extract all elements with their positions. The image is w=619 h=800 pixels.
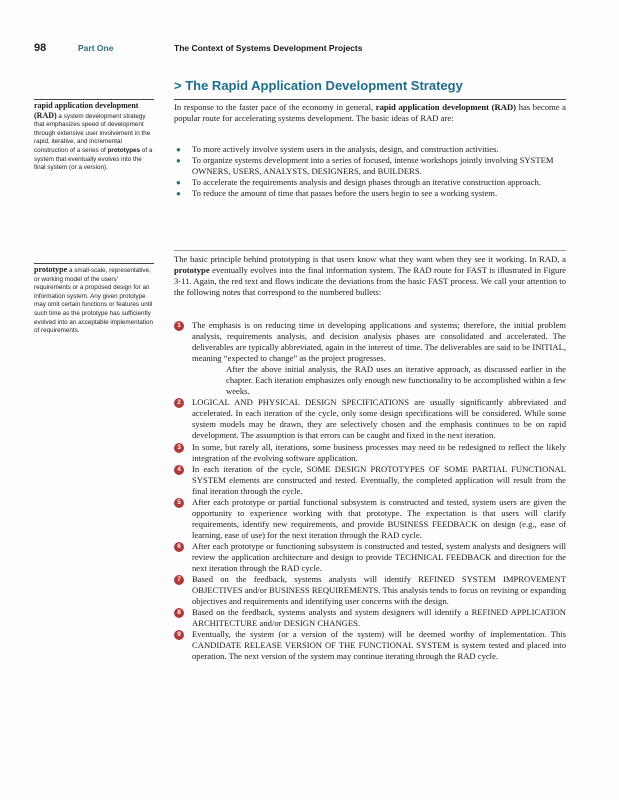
list-item-text: Based on the feedback, systems analysts and system designers will identify a REFINED APPLICATION ARCHITECTURE and/or DESIGN CHANGES. — [192, 607, 566, 629]
number-badge: 9 — [174, 630, 184, 640]
list-item — [174, 629, 566, 662]
number-badge: 1 — [174, 321, 184, 331]
list-item-text: In each iteration of the cycle, SOME DESIGN PROTOTYPES OF SOME PARTIAL FUNCTIONAL SYSTEM elements are constructed and tested. Eventually, the completed application will result from the final iteration through the cycle. — [192, 463, 566, 496]
list-item-text: Eventually, the system (or a version of the system) will be deemed worthy of implementation. This CANDIDATE RELEASE VERSION OF THE FUNCTIONAL SYSTEM is system tested and placed into operation. The next version of the system may continue iterating through the RAD cycle. — [192, 629, 566, 662]
list-item-text: The emphasis is on reducing time in developing applications and systems; therefore, the initial problem analysis, requirements analysis, and decision analysis phases are consolidated and accelerated. The deliverables are typically abbreviated, again in the interest of time. The deliverables are said to be INITIAL, meaning “expected to change” as the project progresses. — [192, 320, 566, 364]
list-item-text: To accelerate the requirements analysis and design phases through an iterative construction approach. — [192, 177, 541, 188]
number-badge: 5 — [174, 498, 184, 508]
bullet-icon: ● — [176, 189, 181, 199]
list-item — [174, 574, 566, 607]
list-item — [174, 607, 566, 629]
para-text-end: eventually evolves into the final information system. The RAD route for FAST is illustrated in Figure 3-11. Again, the red text and flows indicate the deviations from the basic FAST process. We call your attention to the following notes that correspond to the numbered bullets: — [174, 265, 566, 298]
bullet-icon: ● — [176, 178, 181, 188]
glossary-definition-end: of a system that eventually evolves into the final system (or a version). — [34, 146, 153, 172]
numbered-notes — [174, 320, 566, 662]
list-item-text: LOGICAL AND PHYSICAL DESIGN SPECIFICATIONS are usually significantly abbreviated and accelerated. In each iteration of the cycle, only some design specifications will be considered. While some system models may be drawn, they are selectively chosen and the emphasis continues to be on rapid development. The assumption is that errors can be caught and fixed in the next iteration. — [192, 397, 566, 441]
list-item-text: To reduce the amount of time that passes before the users begin to see a working system. — [192, 188, 498, 199]
para-text: The basic principle behind prototyping is that users know what they want when they see it working. In RAD, a — [174, 254, 566, 264]
glossary-definition: a small-scale, representative, or working model of the users' requirements or a proposed design for an information system. Any given prototype may omit certain functions or features until such time as the prototype has sufficiently evolved into an acceptable implementation of requirements. — [34, 267, 154, 335]
bullet-icon: ● — [176, 145, 181, 154]
rad-ideas-list — [174, 144, 566, 199]
list-item-text: To more actively involve system users in the analysis, design, and construction activities. — [192, 144, 499, 154]
number-badge: 7 — [174, 575, 184, 585]
intro-text-end: has become a popular route for accelerating systems development. The basic ideas of RAD are: — [174, 102, 566, 124]
running-header — [34, 42, 594, 56]
list-item — [174, 144, 566, 155]
part-label: Part One — [78, 43, 114, 53]
main-rule — [174, 99, 566, 100]
list-item-text: To organize systems development into a series of focused, intense workshops jointly involving SYSTEM OWNERS, USERS, ANALYSTS, DESIGNERS, and BUILDERS. — [192, 155, 554, 177]
number-badge: 8 — [174, 608, 184, 618]
list-item — [174, 497, 566, 541]
number-badge: 6 — [174, 542, 184, 552]
sidebar-rule-1 — [34, 99, 154, 100]
number-badge: 2 — [174, 398, 184, 408]
list-item — [174, 464, 566, 497]
para-term: prototype — [174, 265, 210, 276]
glossary-keyword: prototypes — [107, 146, 141, 154]
glossary-rad — [34, 102, 154, 173]
glossary-term: prototype — [34, 265, 68, 274]
list-item — [174, 541, 566, 574]
page-number: 98 — [34, 42, 47, 54]
number-badge: 4 — [174, 465, 184, 475]
list-item — [174, 188, 566, 199]
list-item-text: Based on the feedback, systems analysts will identify REFINED SYSTEM IMPROVEMENT OBJECTIVES and/or BUSINESS REQUIREMENTS. This analysis tends to focus on revising or expanding objectives and requirements and identifying user concerns with the design. — [192, 574, 566, 607]
glossary-definition: a system development strategy that emphasizes speed of development through extensive user involvement in the rapid, iterative, and incremental construction of a series of — [34, 112, 151, 154]
main-rule-2 — [174, 250, 566, 251]
list-item — [174, 177, 566, 188]
intro-paragraph — [174, 102, 566, 124]
intro-term: rapid application development (RAD) — [375, 102, 517, 112]
sidebar-rule-2 — [34, 263, 154, 264]
section-title: > The Rapid Application Development Strategy — [174, 78, 463, 93]
list-item-extra: After the above initial analysis, the RAD uses an iterative approach, as discussed earlier in the chapter. Each iteration emphasizes only enough new functionality to be accomplished within a few weeks. — [226, 364, 566, 397]
list-item — [174, 397, 566, 441]
intro-text: In response to the faster pace of the economy in general, — [174, 102, 374, 112]
list-item — [174, 442, 566, 464]
list-item-text: In some, but rarely all, iterations, some business processes may need to be redesigned to reflect the likely integration of the evolving software application. — [192, 441, 566, 463]
glossary-prototype — [34, 266, 154, 336]
list-item-text: After each prototype or partial functional subsystem is constructed and tested, system users are given the opportunity to experience working with that prototype. The expectation is that users will clarify requirements, identify new requirements, and provide BUSINESS FEEDBACK on design (e.g., ease of learning, ease of use) for the next iteration through the RAD cycle. — [192, 496, 566, 540]
bullet-icon: ● — [176, 156, 181, 166]
glossary-term: rapid application development (RAD) — [34, 101, 139, 120]
list-item — [174, 320, 566, 397]
list-item-text: After each prototype or functioning subsystem is constructed and tested, system analysts and designers will review the application architecture and design to provide TECHNICAL FEEDBACK and direction for the next iteration through the RAD cycle. — [192, 540, 566, 574]
list-item — [174, 155, 566, 177]
number-badge: 3 — [174, 443, 184, 453]
prototype-paragraph — [174, 254, 566, 298]
chapter-title: The Context of Systems Development Projects — [174, 43, 363, 53]
